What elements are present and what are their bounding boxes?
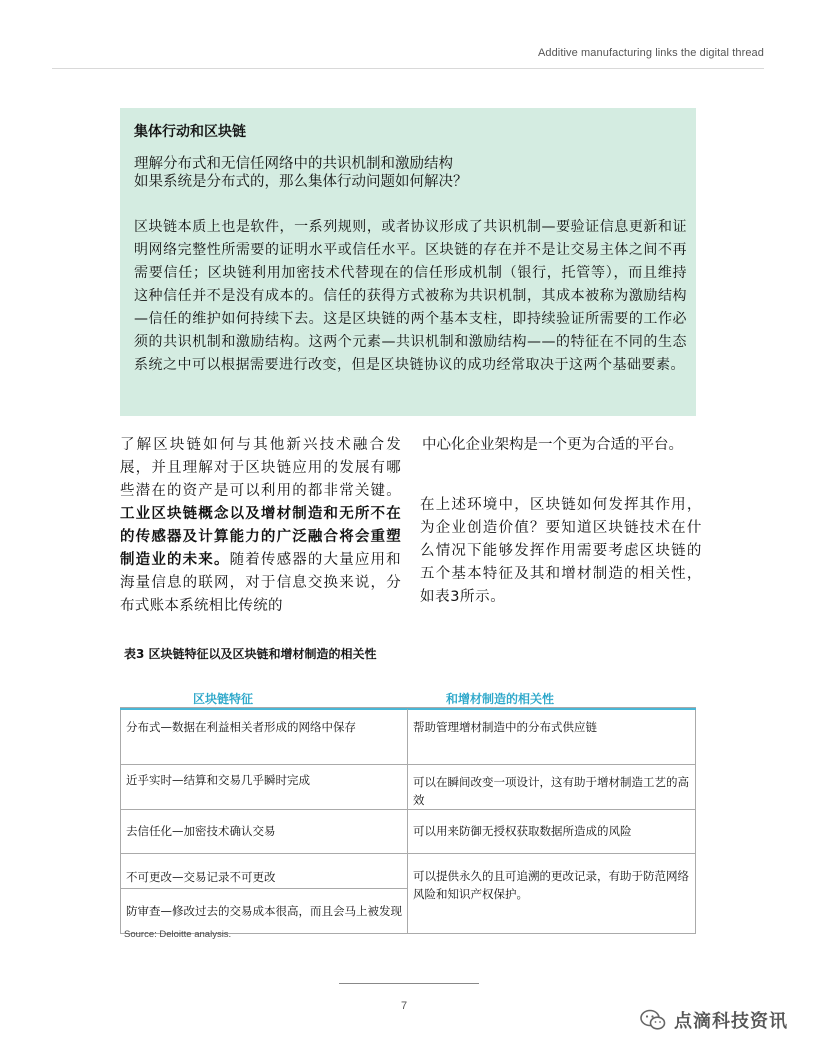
watermark [640, 1007, 788, 1033]
watermark-text: 点滴科技资讯 [674, 1011, 788, 1032]
table-cell: 可以提供永久的且可追溯的更改记录，有助于防范网络风险和知识产权保护。 [413, 869, 689, 901]
footer-rule [339, 983, 479, 984]
left-text-2: 随着传感器的大量应用和海量信息的联网，对于信息交换来说，分布式账本系统相比传统的 [120, 552, 401, 614]
table-cell: 防审查—修改过去的交易成本很高，而且会马上被发现 [126, 904, 402, 918]
box-title: 集体行动和区块链 [134, 124, 246, 140]
table-cell: 可以用来防御无授权获取数据所造成的风险 [413, 824, 632, 838]
left-bold-text: 工业区块链概念以及增材制造和无所不在的传感器及计算能力的广泛融合将会重塑制造业的未来。 [120, 506, 401, 568]
left-column-text [120, 434, 401, 618]
running-header: Additive manufacturing links the digital thread [537, 47, 764, 59]
table-cell: 去信任化—加密技术确认交易 [126, 824, 276, 838]
table-row-divider [120, 764, 407, 765]
page-number: 7 [401, 1000, 408, 1012]
header-divider [52, 68, 764, 69]
table-cell: 可以在瞬间改变一项设计，这有助于增材制造工艺的高效 [413, 775, 689, 807]
table-row-divider [407, 809, 695, 810]
left-text-1: 了解区块链如何与其他新兴技术融合发展，并且理解对于区块链应用的发展有哪些潜在的资产是可以利用的都非常关键。 [120, 437, 401, 499]
table-cell: 近乎实时—结算和交易几乎瞬时完成 [126, 773, 310, 787]
table-row-divider [407, 853, 695, 854]
table-row-divider [120, 809, 407, 810]
table-row-divider [120, 888, 407, 889]
table-column-divider [407, 709, 408, 933]
table-cell: 分布式—数据在利益相关者形成的网络中保存 [126, 720, 356, 734]
table-row-divider [407, 764, 695, 765]
table-cell: 帮助管理增材制造中的分布式供应链 [413, 720, 597, 734]
table-header-rule [120, 708, 696, 710]
table-caption: 表3 区块链特征以及区块链和增材制造的相关性 [124, 647, 377, 661]
table-header-left: 区块链特征 [193, 692, 254, 706]
right-column-text-2: 在上述环境中，区块链如何发挥其作用，为企业创造价值？要知道区块链技术在什么情况下能够发挥作用需要考虑区块链的五个基本特征及其和增材制造的相关性，如表3所示。 [420, 497, 702, 605]
right-column-text-1: 中心化企业架构是一个更为合适的平台。 [422, 437, 683, 453]
wechat-icon [640, 1009, 666, 1031]
table-header-right: 和增材制造的相关性 [446, 692, 555, 706]
table-cell: 不可更改—交易记录不可更改 [126, 870, 276, 884]
box-body: 区块链本质上也是软件，一系列规则，或者协议形成了共识机制—要验证信息更新和证明网络完整性所需要的证明水平或信任水平。区块链的存在并不是让交易主体之间不再需要信任；区块链利用加密技术代替现在的信任形成机制（银行，托管等），而且维持这种信任并不是没有成本的。信任的获得方式被称为共识机制，其成本被称为激励结构—信任的维护如何持续下去。这是区块链的两个基本支柱，即持续验证所需要的工作必须的共识机制和激励结构。这两个元素—共识机制和激励结构——的特征在不同的生态系统之中可以根据需要进行改变，但是区块链协议的成功经常取决于这两个基础要素。 [134, 219, 687, 373]
box-question-1: 理解分布式和无信任网络中的共识机制和激励结构 [134, 156, 453, 172]
table-source: Source: Deloitte analysis. [124, 929, 232, 940]
box-question-2: 如果系统是分布式的，那么集体行动问题如何解决？ [134, 174, 468, 190]
table-row-divider [120, 853, 407, 854]
